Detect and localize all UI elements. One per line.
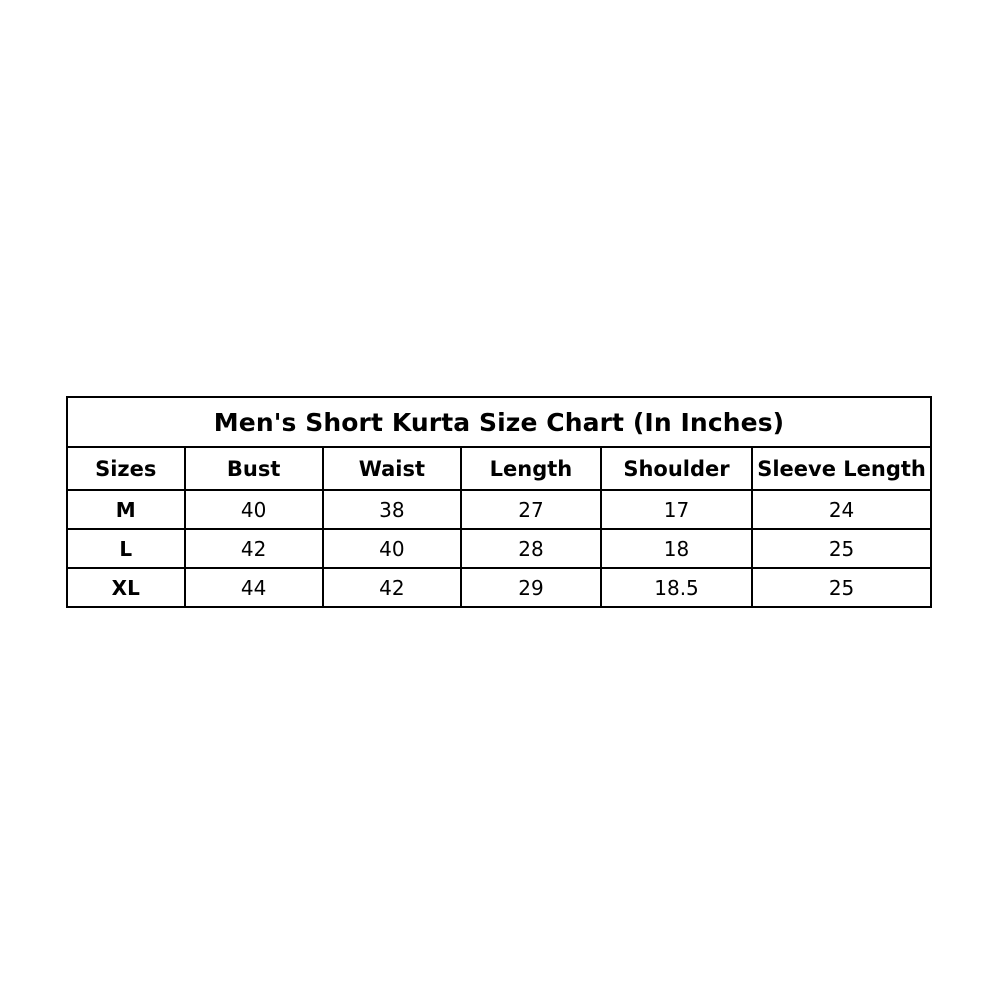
chart-title: Men's Short Kurta Size Chart (In Inches) xyxy=(67,397,931,447)
cell-size: L xyxy=(67,529,185,568)
cell-size: M xyxy=(67,490,185,529)
table-row xyxy=(67,490,931,529)
cell-shoulder: 17 xyxy=(601,490,752,529)
cell-length: 28 xyxy=(461,529,601,568)
table-title-row xyxy=(67,397,931,447)
cell-length: 27 xyxy=(461,490,601,529)
column-header-length: Length xyxy=(461,447,601,490)
cell-bust: 44 xyxy=(185,568,323,607)
cell-waist: 38 xyxy=(323,490,461,529)
column-header-waist: Waist xyxy=(323,447,461,490)
column-header-sleeve-length: Sleeve Length xyxy=(752,447,931,490)
column-header-shoulder: Shoulder xyxy=(601,447,752,490)
table-row xyxy=(67,568,931,607)
cell-bust: 40 xyxy=(185,490,323,529)
cell-sleeve-length: 24 xyxy=(752,490,931,529)
cell-waist: 40 xyxy=(323,529,461,568)
size-chart-table xyxy=(66,396,932,608)
size-chart-container xyxy=(66,396,932,608)
cell-sleeve-length: 25 xyxy=(752,529,931,568)
cell-size: XL xyxy=(67,568,185,607)
column-header-bust: Bust xyxy=(185,447,323,490)
cell-sleeve-length: 25 xyxy=(752,568,931,607)
cell-bust: 42 xyxy=(185,529,323,568)
cell-waist: 42 xyxy=(323,568,461,607)
cell-shoulder: 18.5 xyxy=(601,568,752,607)
column-header-sizes: Sizes xyxy=(67,447,185,490)
table-header-row xyxy=(67,447,931,490)
table-row xyxy=(67,529,931,568)
cell-length: 29 xyxy=(461,568,601,607)
cell-shoulder: 18 xyxy=(601,529,752,568)
